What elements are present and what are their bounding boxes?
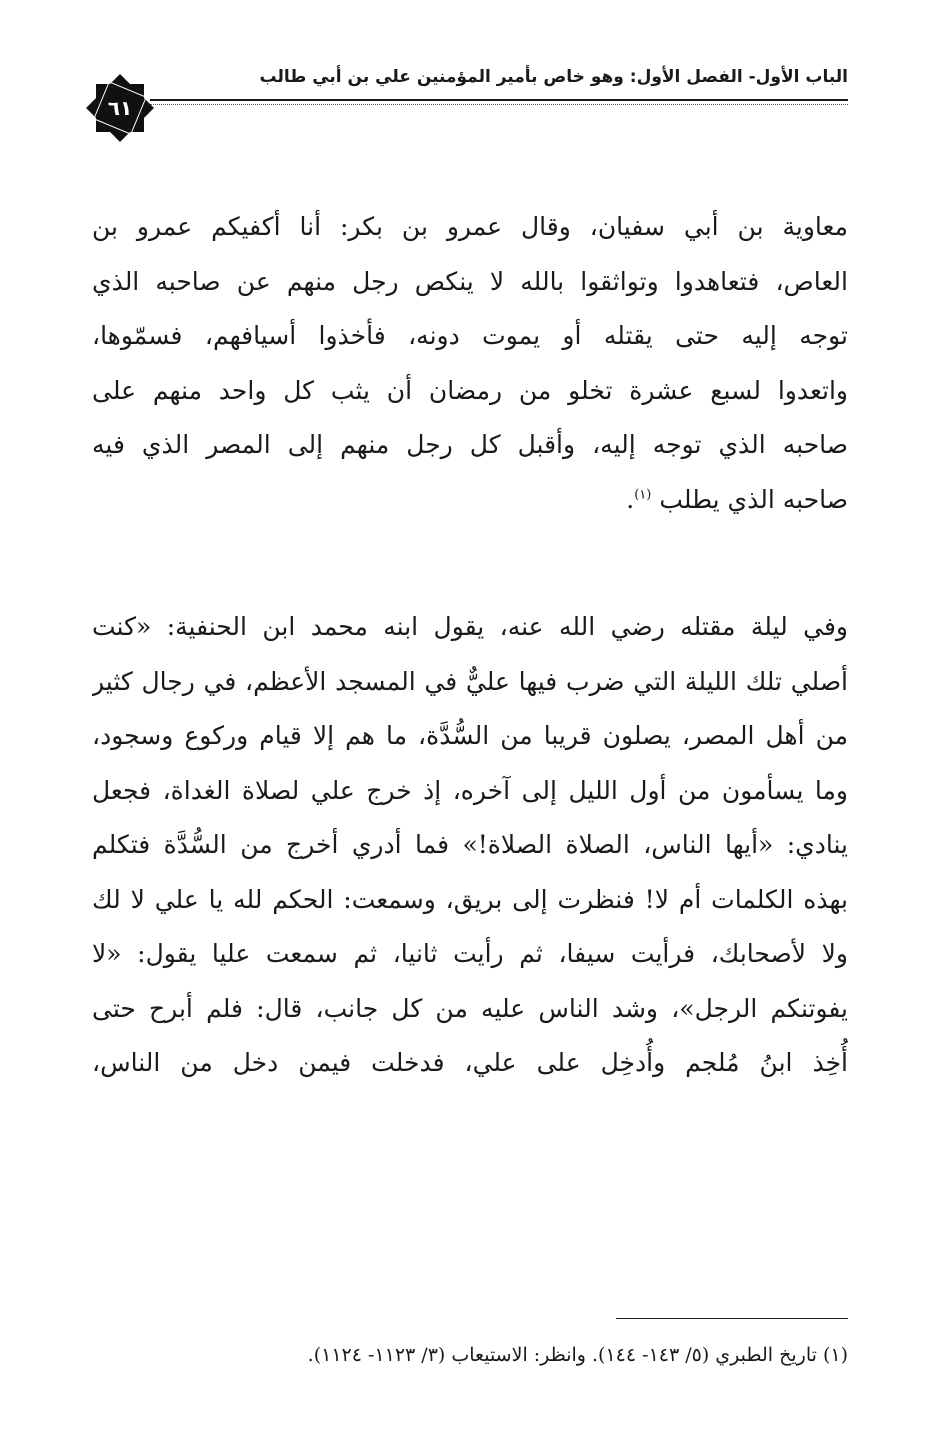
text-line: وفي ليلة مقتله رضي الله عنه، يقول ابنه محمد ابن الحنفية: «كنت — [92, 612, 848, 641]
footnote-marker[interactable]: (١) — [634, 487, 652, 503]
text-line: وما يسأمون من أول الليل إلى آخره، إذ خرج علي لصلاة الغداة، فجعل — [92, 775, 848, 805]
paragraph-2 — [92, 600, 848, 1091]
footnote-separator — [616, 1318, 848, 1319]
text-line: من أهل المصر، يصلون قريبا من السُّدَّة، ما هم إلا قيام وركوع وسجود، — [92, 721, 848, 750]
header-rule — [150, 99, 848, 101]
text-line: ينادي: «أيها الناس، الصلاة الصلاة!» فما أدري أخرج من السُّدَّة فتكلم — [92, 830, 848, 859]
running-header-title: الباب الأول- الفصل الأول: وهو خاص بأمير المؤمنين علي بن أبي طالب — [259, 67, 848, 87]
header-rule-dotted — [150, 104, 848, 105]
text-line: يفوتنكم الرجل»، وشد الناس عليه من كل جانب، قال: فلم أبرح حتى — [92, 993, 848, 1023]
text-line: العاص، فتعاهدوا وتواثقوا بالله لا ينكص رجل منهم عن صاحبه الذي — [92, 266, 848, 296]
text-run: صاحبه الذي يطلب — [659, 484, 848, 514]
text-line: توجه إليه حتى يقتله أو يموت دونه، فأخذوا أسيافهم، فسمّوها، — [92, 321, 848, 350]
page-number-ornament — [84, 72, 156, 144]
text-line: أُخِذ ابنُ مُلجم وأُدخِل على علي، فدخلت فيمن دخل من الناس، — [92, 1048, 848, 1077]
text-line: معاوية بن أبي سفيان، وقال عمرو بن بكر: أنا أكفيكم عمرو بن — [92, 212, 848, 241]
text-line: ولا لأصحابك، فرأيت سيفا، ثم رأيت ثانيا، ثم سمعت عليا يقول: «لا — [92, 939, 848, 968]
text-line: صاحبه الذي توجه إليه، وأقبل كل رجل منهم إلى المصر الذي فيه — [92, 430, 848, 459]
text-line: واتعدوا لسبع عشرة تخلو من رمضان أن يثب كل واحد منهم على — [92, 375, 848, 405]
text-line: بهذه الكلمات أم لا! فنظرت إلى بريق، وسمعت: الحكم لله يا علي لا لك — [92, 884, 848, 914]
sentence-end: . — [626, 484, 635, 514]
paragraph-1 — [92, 200, 848, 527]
footnote: (١) تاريخ الطبري (٥/ ١٤٣- ١٤٤). وانظر: الاستيعاب (٣/ ١١٢٣- ١١٢٤). — [307, 1344, 848, 1366]
page-number: ٦١ — [107, 96, 133, 120]
text-line-last — [92, 473, 848, 528]
text-line: أصلي تلك الليلة التي ضرب فيها عليٌّ في المسجد الأعظم، في رجال كثير — [92, 666, 848, 696]
